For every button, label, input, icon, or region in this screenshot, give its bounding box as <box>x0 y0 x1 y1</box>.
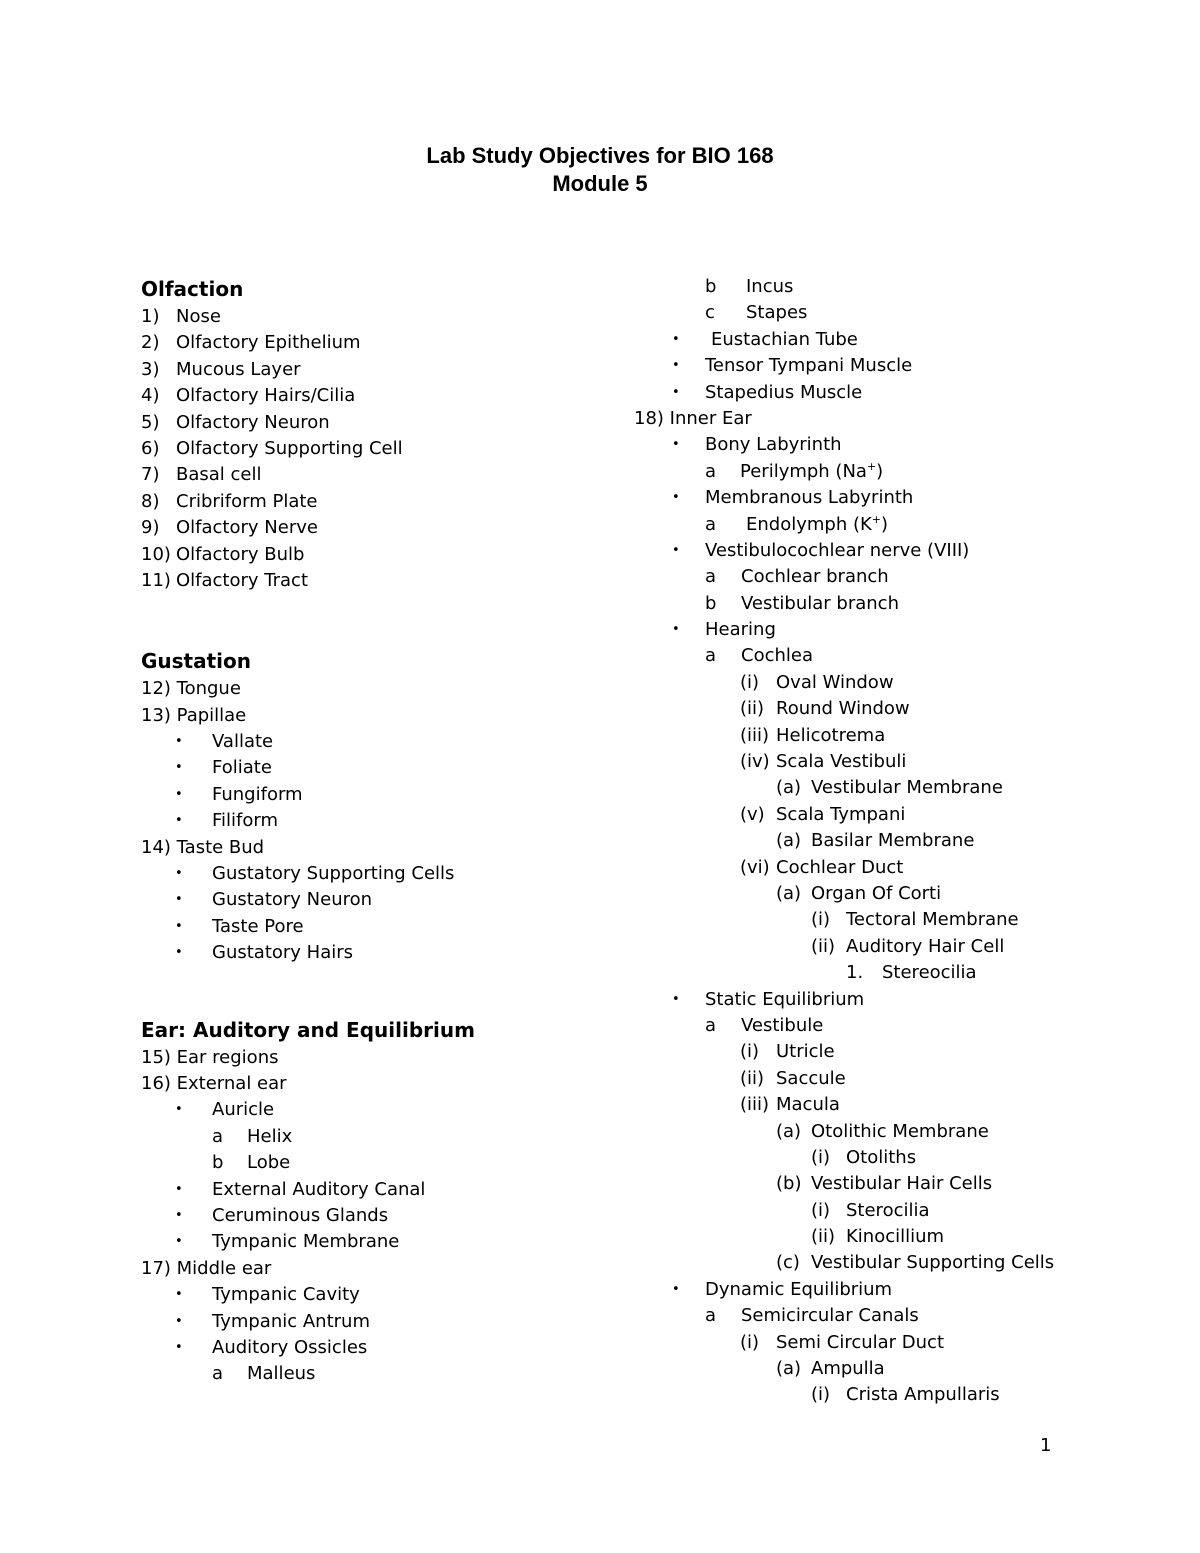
bullet-icon: • <box>175 760 183 776</box>
bullet-icon: • <box>672 622 680 638</box>
item-marker: b <box>212 1152 224 1174</box>
item-text: Vestibulocochlear nerve (VIII) <box>705 539 970 561</box>
item-text: Ceruminous Glands <box>212 1204 389 1226</box>
list-item <box>141 1071 621 1097</box>
page-number: 1 <box>1040 1435 1052 1456</box>
item-text: 17) Middle ear <box>141 1257 272 1279</box>
bullet-icon: • <box>175 1313 183 1329</box>
item-text: Membranous Labyrinth <box>705 487 914 509</box>
item-marker: (a) <box>776 882 802 904</box>
item-marker: (i) <box>811 909 831 931</box>
item-text: Oval Window <box>776 671 894 693</box>
sub-item <box>634 1119 1154 1145</box>
item-text: Helix <box>247 1125 293 1147</box>
bullet-icon: • <box>175 734 183 750</box>
bullet-item <box>634 327 1154 353</box>
list-item <box>141 462 621 488</box>
bullet-item <box>634 380 1154 406</box>
item-text: Dynamic Equilibrium <box>705 1278 893 1300</box>
item-marker: (i) <box>811 1384 831 1406</box>
sub-item <box>141 1150 621 1176</box>
bullet-icon: • <box>175 1181 183 1197</box>
sub-item <box>634 1303 1154 1329</box>
list-item <box>141 383 621 409</box>
sub-item <box>634 1356 1154 1382</box>
item-text: Ampulla <box>811 1358 885 1380</box>
item-number: 3) <box>141 358 160 380</box>
bullet-item <box>141 1309 621 1335</box>
item-marker: (a) <box>776 830 802 852</box>
item-number: 10) <box>141 543 171 565</box>
bullet-item <box>141 755 621 781</box>
item-marker: (v) <box>740 803 765 825</box>
bullet-icon: • <box>175 1207 183 1223</box>
sub-item <box>634 1250 1154 1276</box>
item-text: 13) Papillae <box>141 704 247 726</box>
item-text: Vestibule <box>741 1014 824 1036</box>
item-marker: a <box>705 513 717 535</box>
sub-item <box>634 802 1154 828</box>
list-item <box>141 568 621 594</box>
item-number: 7) <box>141 464 160 486</box>
item-text: Tympanic Antrum <box>212 1310 370 1332</box>
item-marker: (c) <box>776 1252 800 1274</box>
item-marker: c <box>705 302 715 324</box>
item-text: Taste Pore <box>212 915 304 937</box>
item-text: Stapedius Muscle <box>705 381 863 403</box>
list-item <box>141 436 621 462</box>
item-marker: (vi) <box>740 856 770 878</box>
item-number: 1) <box>141 306 160 327</box>
sub-item <box>634 1013 1154 1039</box>
list-item <box>141 515 621 541</box>
item-text: Nose <box>176 306 221 327</box>
sub-item <box>634 1092 1154 1118</box>
item-text: Cochlear branch <box>741 566 889 588</box>
bullet-item <box>634 617 1154 643</box>
item-text: Static Equilibrium <box>705 988 865 1010</box>
sub-item <box>141 1124 621 1150</box>
sub-item <box>634 643 1154 669</box>
item-text: Olfactory Neuron <box>176 411 330 433</box>
item-marker: (a) <box>776 1358 802 1380</box>
item-text: Cochlea <box>741 645 813 667</box>
item-text: Olfactory Nerve <box>176 517 318 539</box>
bullet-icon: • <box>672 542 680 558</box>
sub-item <box>634 881 1154 907</box>
item-text: Auditory Ossicles <box>212 1336 368 1358</box>
item-marker: a <box>705 460 717 482</box>
item-marker: (ii) <box>740 698 765 720</box>
sub-item <box>634 564 1154 590</box>
bullet-item <box>634 538 1154 564</box>
item-text: Basilar Membrane <box>811 830 975 852</box>
item-text: Stereocilia <box>882 962 977 984</box>
item-text: Tympanic Cavity <box>212 1284 360 1306</box>
right-column <box>634 274 1154 1409</box>
list-item <box>634 406 1154 432</box>
bullet-icon: • <box>175 786 183 802</box>
item-marker: a <box>705 566 717 588</box>
bullet-item <box>634 432 1154 458</box>
bullet-icon: • <box>672 331 680 347</box>
bullet-item <box>141 940 621 966</box>
bullet-item <box>634 987 1154 1013</box>
item-marker: (b) <box>776 1173 802 1195</box>
item-number: 9) <box>141 517 160 539</box>
item-text: Olfactory Bulb <box>176 543 305 565</box>
item-text: Scala Vestibuli <box>776 751 907 773</box>
item-text: Olfactory Epithelium <box>176 332 361 354</box>
heading-ear: Ear: Auditory and Equilibrium <box>141 1017 475 1042</box>
item-text: Stapes <box>746 302 808 324</box>
item-text: Vestibular branch <box>741 592 899 614</box>
item-text: Saccule <box>776 1067 846 1089</box>
item-text: Hearing <box>705 619 776 641</box>
bullet-item <box>141 1097 621 1123</box>
item-marker: (a) <box>776 777 802 799</box>
sub-item <box>634 934 1154 960</box>
bullet-icon: • <box>672 384 680 400</box>
item-number: 8) <box>141 490 160 512</box>
item-text: 14) Taste Bud <box>141 836 265 858</box>
list-item <box>141 542 621 568</box>
bullet-item <box>634 353 1154 379</box>
item-text: Scala Tympani <box>776 803 906 825</box>
bullet-icon: • <box>175 866 183 882</box>
sub-item <box>634 1039 1154 1065</box>
item-text: Round Window <box>776 698 910 720</box>
item-number: 6) <box>141 437 160 459</box>
item-text: Vallate <box>212 731 274 753</box>
bullet-icon: • <box>672 991 680 1007</box>
sub-item <box>634 1330 1154 1356</box>
item-text: Cochlear Duct <box>776 856 904 878</box>
sub-item <box>634 855 1154 881</box>
item-text: Mucous Layer <box>176 358 301 380</box>
sub-item <box>634 459 1154 485</box>
item-text: Bony Labyrinth <box>705 434 842 456</box>
item-text: Macula <box>776 1094 840 1116</box>
bullet-item <box>634 1277 1154 1303</box>
item-marker: (ii) <box>740 1067 765 1089</box>
item-text: Vestibular Hair Cells <box>811 1173 993 1195</box>
item-marker: (ii) <box>811 935 836 957</box>
item-text: External Auditory Canal <box>212 1178 426 1200</box>
item-number: 11) <box>141 569 171 591</box>
item-text: Helicotrema <box>776 724 886 746</box>
item-text: Tectoral Membrane <box>846 909 1019 931</box>
item-marker: a <box>212 1125 224 1147</box>
bullet-item <box>141 1229 621 1255</box>
list-item <box>141 410 621 436</box>
bullet-item <box>141 861 621 887</box>
sub-item <box>634 828 1154 854</box>
sub-item <box>634 591 1154 617</box>
bullet-icon: • <box>175 813 183 829</box>
bullet-item <box>634 485 1154 511</box>
sub-item <box>634 775 1154 801</box>
item-marker: (iii) <box>740 724 770 746</box>
item-text: Crista Ampullaris <box>846 1384 1000 1406</box>
item-text: Cribriform Plate <box>176 490 318 512</box>
list-item <box>141 1045 621 1071</box>
item-text: Sterocilia <box>846 1199 930 1221</box>
sub-item <box>634 1066 1154 1092</box>
item-text: 18) Inner Ear <box>634 407 752 429</box>
item-marker: (iii) <box>740 1094 770 1116</box>
item-marker: b <box>705 592 717 614</box>
sub-item <box>634 696 1154 722</box>
bullet-item <box>141 1177 621 1203</box>
item-text: Auricle <box>212 1099 275 1121</box>
bullet-item <box>141 887 621 913</box>
sub-item <box>634 749 1154 775</box>
sub-item <box>141 1361 621 1387</box>
heading-olfaction: Olfaction <box>141 277 244 301</box>
bullet-icon: • <box>175 892 183 908</box>
item-text: Auditory Hair Cell <box>846 935 1005 957</box>
item-text: Lobe <box>247 1152 291 1174</box>
list-item <box>141 1256 621 1282</box>
item-number: 2) <box>141 332 160 354</box>
sub-item <box>634 1224 1154 1250</box>
bullet-icon: • <box>672 490 680 506</box>
item-text: Perilymph (Na+) <box>740 459 884 482</box>
item-marker: (a) <box>776 1120 802 1142</box>
item-text: Basal cell <box>176 464 262 486</box>
sub-item <box>634 1145 1154 1171</box>
bullet-icon: • <box>175 1287 183 1303</box>
item-marker: (i) <box>740 671 760 693</box>
item-marker: a <box>705 1305 717 1327</box>
item-text: Utricle <box>776 1041 835 1063</box>
bullet-item <box>141 808 621 834</box>
bullet-icon: • <box>175 945 183 961</box>
item-marker: (iv) <box>740 751 770 773</box>
item-text: Endolymph (K+) <box>746 512 889 535</box>
item-text: Organ Of Corti <box>811 882 942 904</box>
item-text: Olfactory Hairs/Cilia <box>176 385 356 407</box>
bullet-item <box>141 1203 621 1229</box>
item-text: Fungiform <box>212 783 303 805</box>
left-column <box>141 274 621 1388</box>
item-text: Otoliths <box>846 1146 917 1168</box>
item-marker: (i) <box>811 1146 831 1168</box>
item-text: Foliate <box>212 757 272 779</box>
bullet-icon: • <box>672 358 680 374</box>
item-text: Incus <box>746 276 794 297</box>
list-item <box>141 304 621 330</box>
item-text: Kinocillium <box>846 1226 945 1248</box>
list-item <box>141 330 621 356</box>
bullet-item <box>141 1282 621 1308</box>
bullet-icon: • <box>175 1234 183 1250</box>
item-marker: 1. <box>846 962 864 984</box>
list-item <box>141 357 621 383</box>
item-text: Gustatory Neuron <box>212 889 373 911</box>
sub-item <box>634 960 1154 986</box>
sub-item <box>634 1171 1154 1197</box>
item-text: Gustatory Hairs <box>212 942 354 964</box>
bullet-icon: • <box>175 918 183 934</box>
sub-item <box>634 1198 1154 1224</box>
item-text: Semicircular Canals <box>741 1305 919 1327</box>
bullet-icon: • <box>175 1339 183 1355</box>
item-text: 15) Ear regions <box>141 1046 279 1068</box>
item-text: Malleus <box>247 1363 316 1385</box>
sub-item <box>634 907 1154 933</box>
item-number: 4) <box>141 385 160 407</box>
item-text: 12) Tongue <box>141 678 241 700</box>
item-marker: b <box>705 276 717 297</box>
item-text: Vestibular Supporting Cells <box>811 1252 1055 1274</box>
sub-item <box>634 670 1154 696</box>
page-title <box>0 142 1200 198</box>
bullet-item <box>141 782 621 808</box>
heading-gustation: Gustation <box>141 649 252 674</box>
item-marker: a <box>705 1014 717 1036</box>
sub-item <box>634 274 1154 300</box>
sub-item <box>634 723 1154 749</box>
list-item <box>141 703 621 729</box>
bullet-item <box>141 729 621 755</box>
sub-item <box>634 512 1154 538</box>
item-marker: (i) <box>740 1331 760 1353</box>
item-marker: (i) <box>811 1199 831 1221</box>
item-text: Olfactory Tract <box>176 569 309 591</box>
item-marker: (i) <box>740 1041 760 1063</box>
item-text: Tensor Tympani Muscle <box>705 355 913 377</box>
item-text: Semi Circular Duct <box>776 1331 945 1353</box>
sub-item <box>634 300 1154 326</box>
item-text: Eustachian Tube <box>711 328 858 350</box>
item-text: Tympanic Membrane <box>212 1231 400 1253</box>
list-item <box>141 489 621 515</box>
olfaction-list <box>141 304 621 594</box>
item-text: Otolithic Membrane <box>811 1120 989 1142</box>
bullet-icon: • <box>175 1102 183 1118</box>
item-number: 5) <box>141 411 160 433</box>
list-item <box>141 835 621 861</box>
item-marker: a <box>212 1363 224 1385</box>
bullet-icon: • <box>672 1281 680 1297</box>
bullet-icon: • <box>672 437 680 453</box>
item-text: 16) External ear <box>141 1072 287 1094</box>
item-text: Vestibular Membrane <box>811 777 1003 799</box>
item-text: Filiform <box>212 810 279 832</box>
item-text: Gustatory Supporting Cells <box>212 863 455 885</box>
title-line-2: Module 5 <box>552 171 648 196</box>
title-line-1: Lab Study Objectives for BIO 168 <box>426 143 774 168</box>
item-marker: a <box>705 645 717 667</box>
item-text: Olfactory Supporting Cell <box>176 437 403 459</box>
list-item <box>141 676 621 702</box>
bullet-item <box>141 1335 621 1361</box>
sub-item <box>634 1382 1154 1408</box>
item-marker: (ii) <box>811 1226 836 1248</box>
bullet-item <box>141 914 621 940</box>
